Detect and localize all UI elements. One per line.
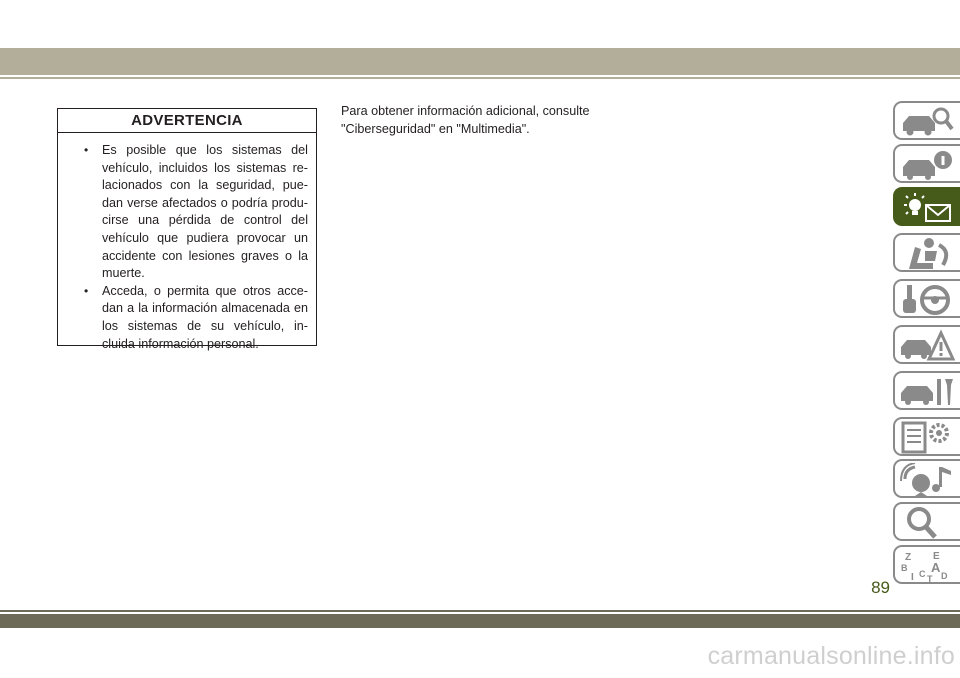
tab-alphabetical-index[interactable]	[893, 545, 960, 584]
bullet-icon: •	[84, 143, 89, 157]
warning-item-text: Es posible que los sistemas del vehículo, incluidos los sistemas re-lacionados con la seguridad, pue-dan verse afectados o podría produ-cirse una pérdida de control del vehículo que pudiera provocar un accidente con lesiones graves o la muerte.	[102, 143, 308, 281]
footer-band	[0, 614, 960, 628]
index-letter: A	[931, 560, 941, 575]
tab-starting-driving[interactable]	[893, 279, 960, 318]
warning-item	[68, 142, 308, 283]
index-letter: C	[919, 569, 926, 579]
index-letter: B	[901, 563, 908, 573]
bullet-icon: •	[84, 283, 89, 298]
warning-box	[57, 108, 317, 351]
tab-multimedia[interactable]	[893, 459, 960, 498]
index-letter: D	[941, 571, 948, 581]
warning-light-message-icon	[899, 191, 955, 224]
body-paragraph: Para obtener información adicional, consulte "Ciberseguridad" en "Multimedia".	[341, 104, 590, 136]
tab-index-search[interactable]	[893, 502, 960, 541]
multimedia-icon	[899, 463, 955, 496]
specifications-gear-icon	[899, 421, 955, 454]
warning-item-text: Acceda, o permita que otros acce-dan a la información almacenada en los sistemas de su vehículo, in-cluida información personal.	[102, 283, 308, 351]
header-band	[0, 48, 960, 75]
car-search-icon	[899, 105, 955, 138]
tab-car-search[interactable]	[893, 101, 960, 140]
tab-specifications[interactable]	[893, 417, 960, 456]
index-search-icon	[899, 506, 955, 539]
tab-warning-lights[interactable]	[893, 187, 960, 226]
car-info-icon	[899, 148, 955, 181]
car-maintenance-tools-icon	[899, 375, 955, 408]
footer-rule	[0, 610, 960, 612]
tab-emergency[interactable]	[893, 325, 960, 364]
warning-title: ADVERTENCIA	[58, 109, 316, 133]
warning-list	[58, 133, 316, 353]
index-letter: T	[927, 574, 933, 582]
index-letter: Z	[905, 552, 912, 563]
alphabetical-index-icon	[899, 549, 955, 582]
index-letter: E	[933, 551, 940, 562]
tab-car-info[interactable]	[893, 144, 960, 183]
airbag-seat-icon	[899, 237, 955, 270]
tab-safety[interactable]	[893, 233, 960, 272]
page-number: 89	[871, 578, 890, 597]
warning-item	[68, 283, 308, 353]
car-breakdown-warning-icon	[899, 329, 955, 362]
tab-service[interactable]	[893, 371, 960, 410]
steering-wheel-key-icon	[899, 283, 955, 316]
watermark: carmanualsonline.info	[707, 642, 955, 670]
header-rule	[0, 77, 960, 79]
index-letter: I	[911, 572, 914, 582]
